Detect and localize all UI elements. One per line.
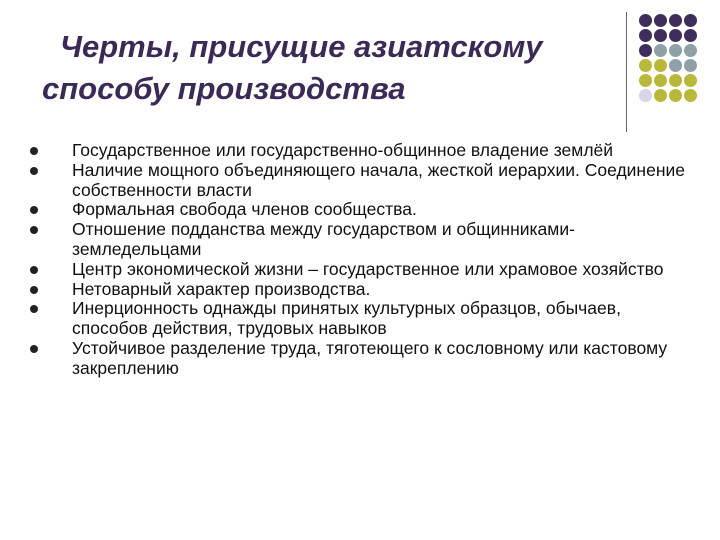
title-line-2: способу производства (42, 71, 406, 106)
bullet-item (30, 200, 700, 220)
bullet-dot-icon (30, 266, 38, 274)
decorative-dot-icon (684, 14, 697, 27)
bullet-item (30, 260, 700, 280)
decorative-dot-icon (639, 89, 652, 102)
decorative-dot-icon (639, 14, 652, 27)
decorative-dot-icon (639, 74, 652, 87)
decorative-dot-icon (654, 44, 667, 57)
bullet-item (30, 280, 700, 300)
bullet-dot-icon (30, 226, 38, 234)
bullet-text: Устойчивое разделение труда, тяготеющего к сословному или кастовому закреплению (72, 337, 668, 378)
title-divider-line (626, 12, 627, 132)
decorative-dot-icon (669, 59, 682, 72)
decorative-dot-icon (654, 29, 667, 42)
decorative-dot-icon (669, 74, 682, 87)
bullet-item (30, 339, 700, 379)
decorative-dot-icon (654, 74, 667, 87)
bullet-item (30, 141, 700, 161)
bullet-text: Отношение подданства между государством и общинниками-земледельцами (72, 219, 575, 259)
decorative-dot-icon (669, 44, 682, 57)
decorative-dot-icon (639, 59, 652, 72)
title-line-1: Черты, присущие азиатскому (60, 29, 543, 64)
bullet-item (30, 220, 700, 260)
bullet-text: Нетоварный характер производства. (72, 278, 371, 299)
decorative-dot-icon (654, 14, 667, 27)
decorative-dot-icon (684, 89, 697, 102)
bullet-text: Государственное или государственно-общинное владение землёй (72, 140, 614, 160)
decorative-dot-icon (684, 59, 697, 72)
decorative-dot-icon (669, 89, 682, 102)
bullet-dot-icon (30, 345, 38, 353)
bullet-dot-icon (30, 147, 38, 155)
bullet-item (30, 299, 700, 339)
bullet-text: Наличие мощного объединяющего начала, жесткой иерархии. Соединение собственности власти (72, 159, 686, 200)
decorative-dot-icon (684, 74, 697, 87)
bullet-text: Центр экономической жизни – государственное или храмовое хозяйство (72, 258, 664, 279)
decorative-dot-icon (669, 29, 682, 42)
decorative-dot-icon (639, 29, 652, 42)
decorative-dot-icon (654, 89, 667, 102)
decorative-dot-icon (669, 14, 682, 27)
bullet-dot-icon (30, 167, 38, 175)
bullet-dot-icon (30, 286, 38, 294)
bullet-text: Формальная свобода членов сообщества. (72, 199, 417, 220)
decorative-dot-icon (639, 44, 652, 57)
decorative-dot-grid (636, 14, 720, 118)
bullet-text: Инерционность однажды принятых культурных образцов, обычаев, способов действия, трудовых навыков (72, 298, 621, 339)
decorative-dot-icon (684, 44, 697, 57)
decorative-dot-icon (684, 29, 697, 42)
slide-title (42, 26, 602, 110)
decorative-dot-icon (654, 59, 667, 72)
bullet-dot-icon (30, 206, 38, 214)
bullet-dot-icon (30, 305, 38, 313)
bullet-list (30, 141, 700, 379)
bullet-item (30, 161, 700, 201)
